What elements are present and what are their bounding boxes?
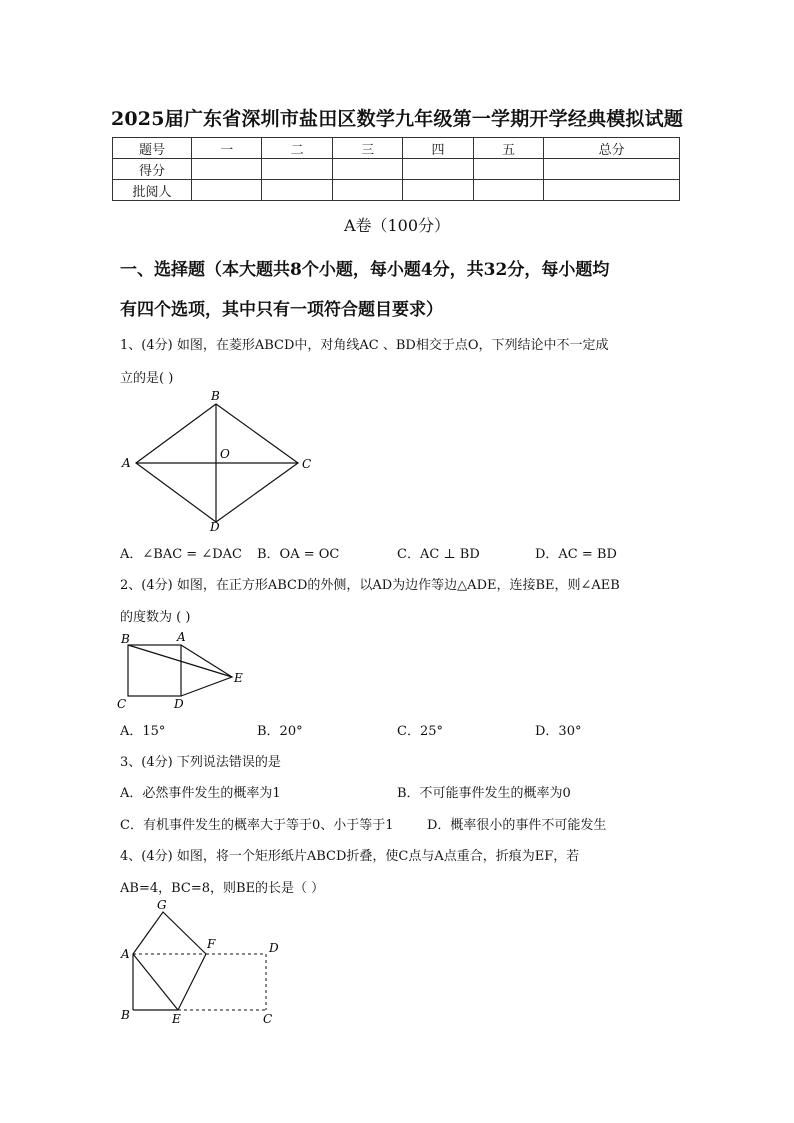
section-a-heading: A卷（100分） [343,216,451,235]
segment-ae [133,954,178,1010]
label-a: A [121,947,130,961]
q3-option-b: B．不可能事件发生的概率为0 [397,786,571,801]
page-title: 2025届广东省深圳市盐田区数学九年级第一学期开学经典模拟试题 [110,108,684,130]
table-cell[interactable] [473,159,543,180]
table-row [113,180,680,201]
table-cell: 总分 [544,138,680,159]
table-cell[interactable] [262,180,332,201]
q3-line1: 3、(4分) 下列说法错误的是 [120,755,281,770]
q1-option-c: C．AC ⊥ BD [397,547,480,562]
label-b: B [121,1008,130,1022]
q1-line2: 立的是( ) [120,371,174,386]
table-cell[interactable] [473,180,543,201]
score-table [112,137,680,201]
table-cell: 批阅人 [113,180,192,201]
q2-square-figure [112,628,252,710]
part1-heading-line1: 一、选择题（本大题共8个小题，每小题4分，共32分，每小题均 [120,260,610,280]
q2-option-b: B．20° [257,724,303,739]
table-cell: 二 [262,138,332,159]
table-cell: 题号 [113,138,192,159]
folded-part [133,912,206,954]
label-c: C [117,697,127,710]
q2-option-c: C．25° [397,724,443,739]
table-cell[interactable] [544,159,680,180]
table-cell: 三 [332,138,402,159]
table-cell[interactable] [192,180,262,201]
q3-option-d: D．概率很小的事件不可能发生 [427,818,607,833]
q4-fold-figure [112,897,292,1029]
table-row [113,159,680,180]
triangle-ade [181,645,232,696]
label-e: E [234,671,243,685]
label-d: D [174,697,184,710]
label-d: D [210,520,220,534]
label-e: E [172,1012,181,1026]
table-cell[interactable] [262,159,332,180]
segment-be [128,645,232,677]
part1-heading-line2: 有四个选项，其中只有一项符合题目要求） [120,300,443,320]
label-c: C [263,1012,273,1026]
table-cell[interactable] [544,180,680,201]
q1-rhombus-figure [110,390,320,535]
label-c: C [302,457,312,471]
label-b: B [211,390,220,403]
q2-line2: 的度数为 ( ) [120,610,191,625]
table-cell: 一 [192,138,262,159]
table-cell: 四 [403,138,473,159]
label-g: G [157,898,167,912]
q1-option-d: D．AC = BD [535,547,617,562]
q2-option-d: D．30° [535,724,582,739]
label-d: D [269,941,279,955]
table-cell[interactable] [192,159,262,180]
q4-line1: 4、(4分) 如图，将一个矩形纸片ABCD折叠，使C点与A点重合，折痕为EF，若 [120,849,580,864]
q3-option-c: C．有机事件发生的概率大于等于0、小于等于1 [120,818,394,833]
table-cell[interactable] [332,159,402,180]
q2-line1: 2、(4分) 如图，在正方形ABCD的外侧，以AD为边作等边△ADE，连接BE，则∠AEB [120,578,620,593]
table-cell: 五 [473,138,543,159]
q4-line2: AB=4，BC=8，则BE的长是（ ） [120,881,325,896]
label-f: F [207,937,216,951]
table-cell[interactable] [403,159,473,180]
q1-option-b: B．OA = OC [257,547,340,562]
table-row [113,138,680,159]
q1-line1: 1、(4分) 如图，在菱形ABCD中，对角线AC 、BD相交于点O，下列结论中不一定成 [120,338,609,353]
q2-option-a: A．15° [120,724,166,739]
table-cell[interactable] [332,180,402,201]
table-cell: 得分 [113,159,192,180]
label-b: B [121,632,130,646]
q3-option-a: A．必然事件发生的概率为1 [120,786,281,801]
segment-ef [178,954,206,1010]
label-a: A [122,456,131,470]
label-o: O [220,447,230,461]
table-cell[interactable] [403,180,473,201]
q1-option-a: A．∠BAC = ∠DAC [120,547,242,562]
label-a: A [177,630,186,644]
